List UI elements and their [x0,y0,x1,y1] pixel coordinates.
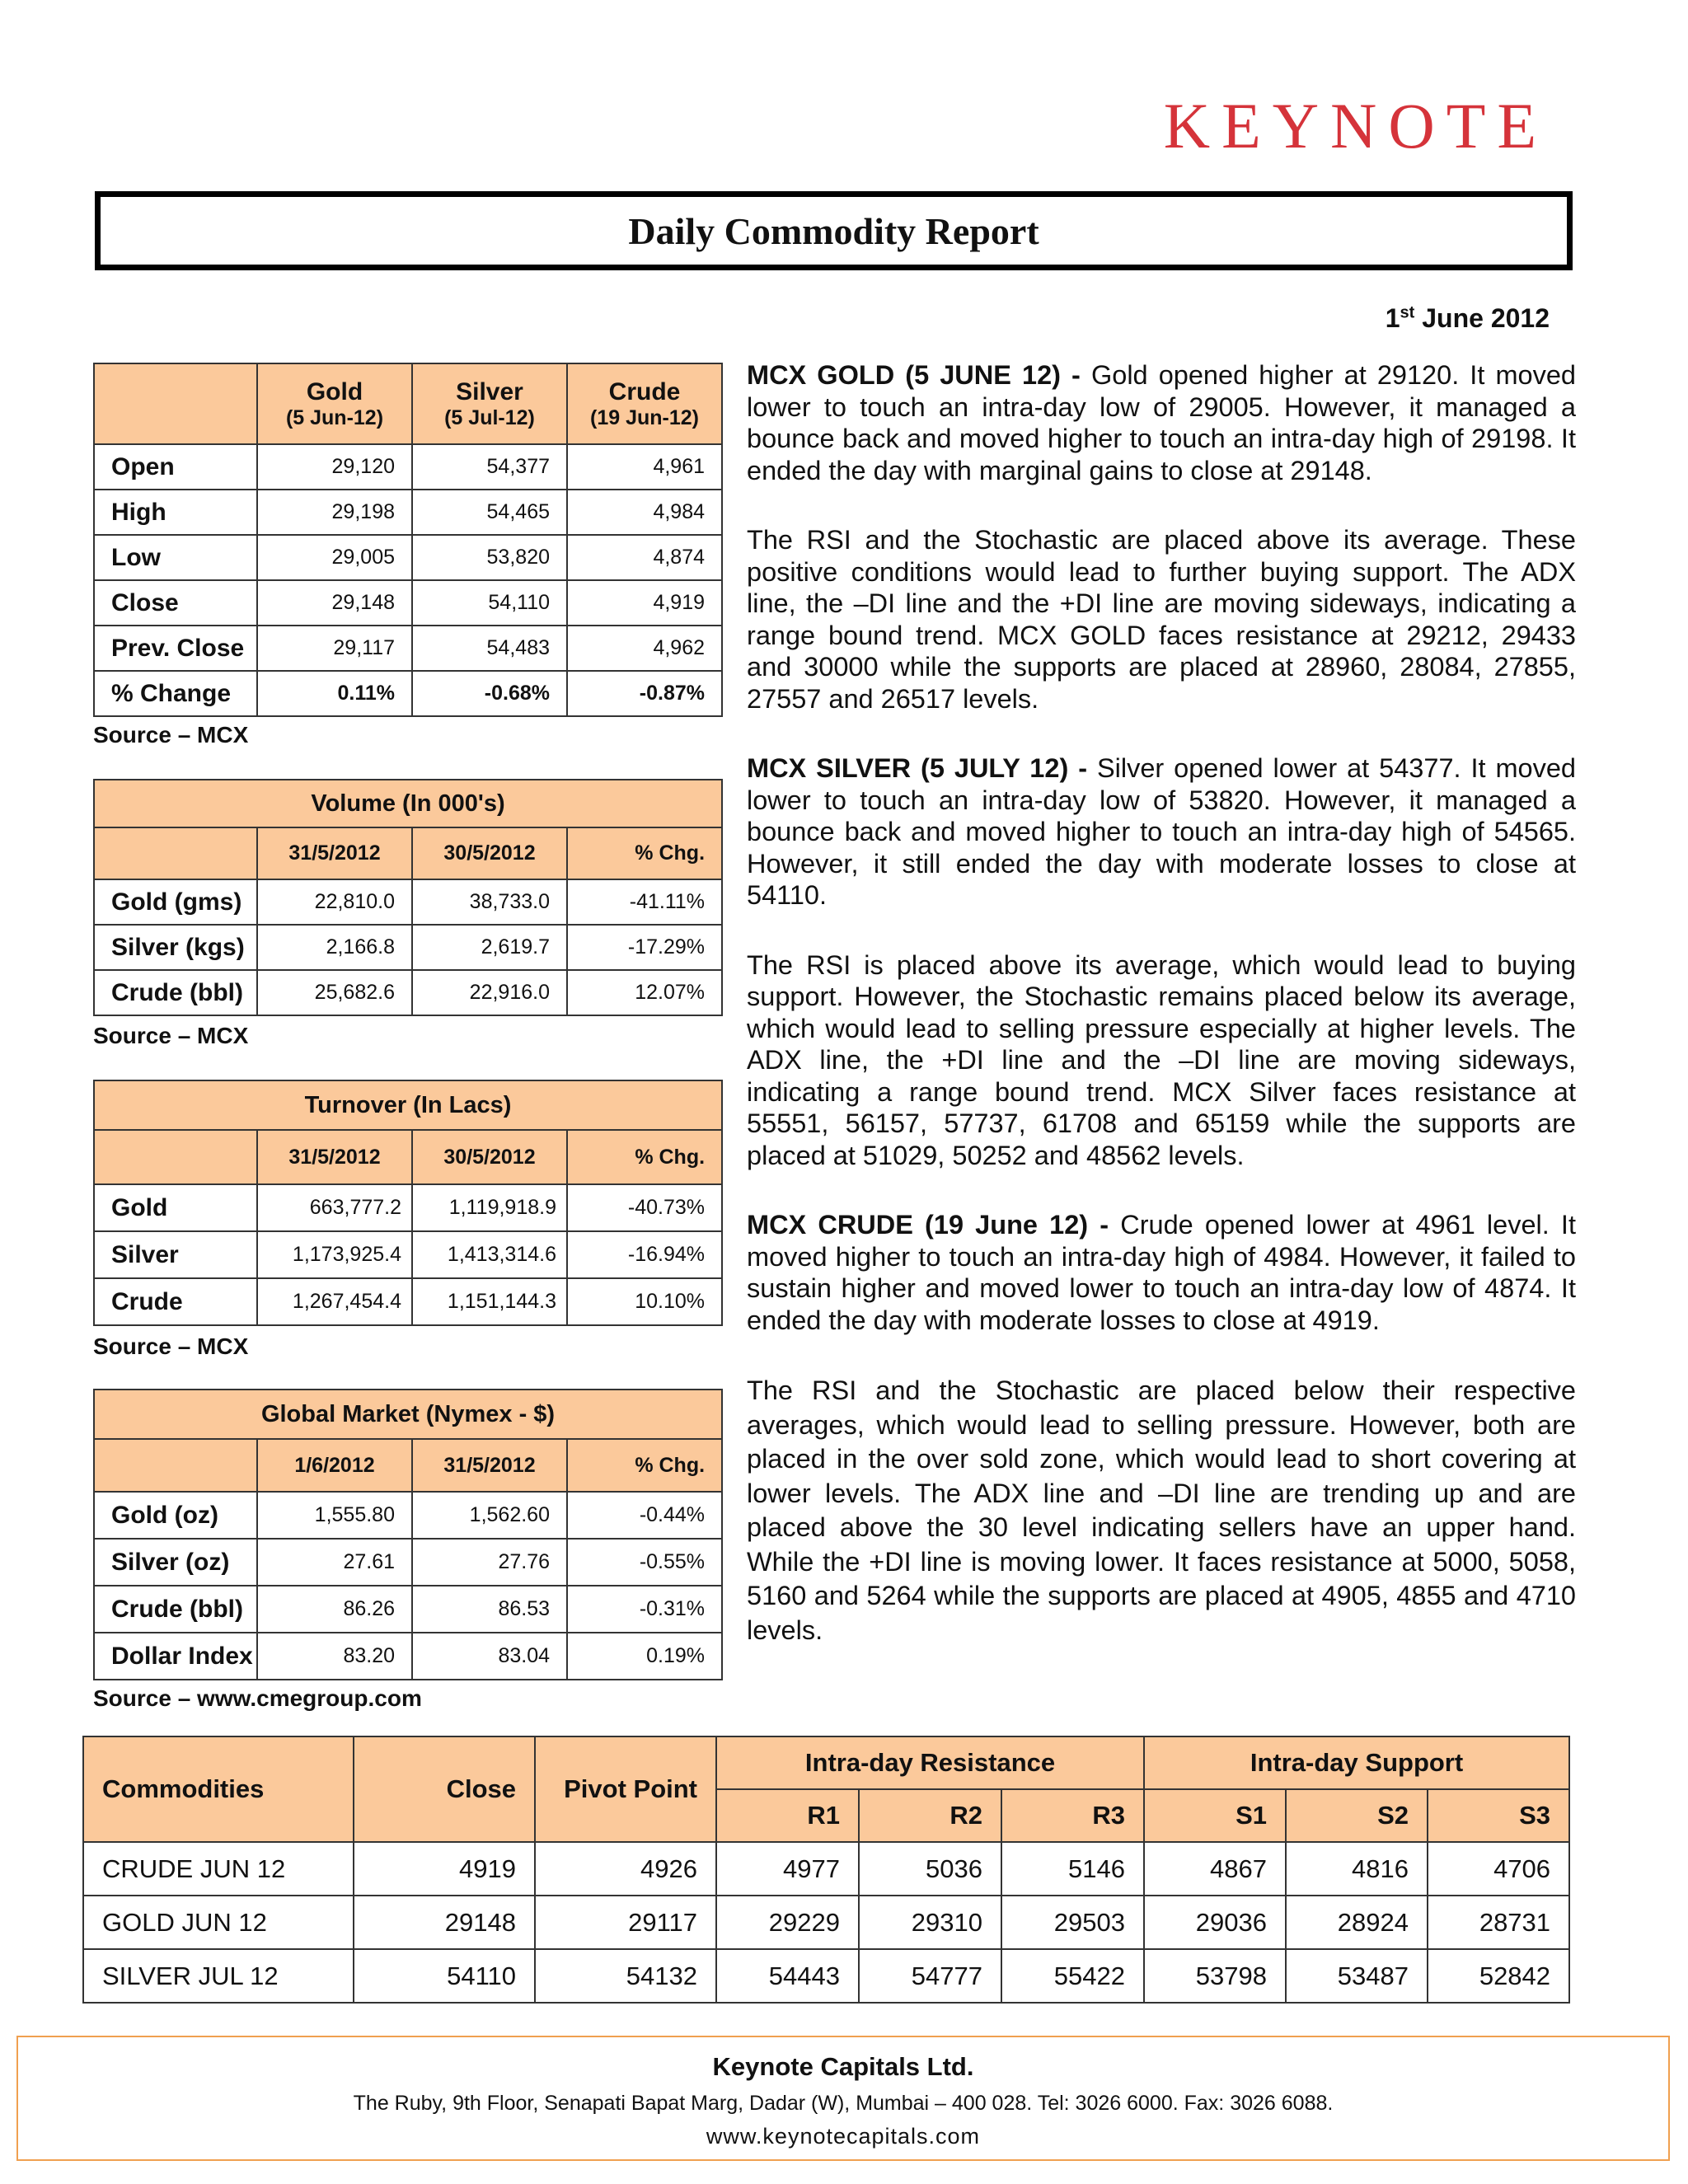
cell: 54,483 [412,626,567,671]
cell: 4977 [716,1842,859,1896]
cell: 29,120 [257,444,412,490]
cell: 83.04 [412,1633,567,1680]
table-row [94,970,722,1015]
report-date [1386,303,1550,334]
global-market-table [93,1389,723,1680]
crude-commentary-2: The RSI and the Stochastic are placed below their respective averages, which would lead to selling pressure. However, both are placed in the over sold zone, which would lead to short covering at lower levels. The ADX line and –DI line are trending up and are placed above the 30 level indicating sellers have an upper hand. While the +DI line is moving lower. It faces resistance at 5000, 5058, 5160 and 5264 while the supports are placed at 4905, 4855 and 4710 levels. [747,1376,1576,1645]
price-header-silver: Silver (5 Jul-12) [412,363,567,444]
gold-heading: MCX GOLD (5 JUNE 12) - [747,360,1091,390]
cell: 53798 [1144,1949,1286,2003]
pivot-table [82,1736,1570,2004]
cell: 4867 [1144,1842,1286,1896]
turnover-table [93,1080,723,1326]
crude-commentary-1 [747,1209,1576,1336]
row-label: Gold (gms) [94,879,257,925]
date-day: 1 [1385,303,1400,333]
col-header: 31/5/2012 [257,1130,412,1184]
turnover-table-title: Turnover (In Lacs) [94,1080,722,1130]
row-label: Crude (bbl) [94,1586,257,1633]
header-pivot-point: Pivot Point [535,1736,716,1842]
cell: 53487 [1286,1949,1428,2003]
header-s3: S3 [1428,1789,1569,1842]
table-row [94,1492,722,1539]
header-r1: R1 [716,1789,859,1842]
cell: 4,961 [567,444,722,490]
commodity-name: GOLD JUN 12 [83,1896,354,1949]
table-row [94,1231,722,1278]
cell: 29229 [716,1896,859,1949]
cell: 29,148 [257,580,412,626]
date-month-year: June 2012 [1414,303,1550,333]
col-header: % Chg. [567,827,722,879]
turnover-source: Source – MCX [93,1333,249,1359]
price-header-gold: Gold (5 Jun-12) [257,363,412,444]
cell: 1,151,144.3 [412,1278,567,1325]
cell: -16.94% [567,1231,722,1278]
row-label: Gold (oz) [94,1492,257,1539]
cell: 54443 [716,1949,859,2003]
global-table-title: Global Market (Nymex - $) [94,1390,722,1439]
silver-commentary-2: The RSI is placed above its average, which would lead to buying support. However, the Stochastic remains placed below its average, which would lead to selling pressure especially at higher levels. The ADX line, the +DI line and the –DI line are moving sideways, indicating a range bound trend. MCX Silver faces resistance at 55551, 56157, 57737, 61708 and 65159 while the supports are placed at 51029, 50252 and 48562 levels. [747,949,1576,1170]
commodity-name: SILVER JUL 12 [83,1949,354,2003]
row-label-close: Close [94,580,257,626]
cell: 27.61 [257,1539,412,1586]
cell: 27.76 [412,1539,567,1586]
cell: 2,619.7 [412,925,567,970]
cell: 4926 [535,1842,716,1896]
cell: 10.10% [567,1278,722,1325]
header-r3: R3 [1001,1789,1144,1842]
cell: 55422 [1001,1949,1144,2003]
table-row [94,1586,722,1633]
col-header: 30/5/2012 [412,1130,567,1184]
row-label: Crude (bbl) [94,970,257,1015]
cell: 0.19% [567,1633,722,1680]
col-header: % Chg. [567,1130,722,1184]
header-commodities: Commodities [83,1736,354,1842]
price-table [93,363,723,717]
cell: 4919 [354,1842,535,1896]
cell: -40.73% [567,1184,722,1231]
silver-text-1: Silver opened lower at 54377. It moved lower to touch an intra-day low of 53820. However, it managed a bounce back and moved higher to touch an intra-day high of 54565. However, it still ended the day with moderate losses to close at 54110. [747,753,1576,910]
cell: 83.20 [257,1633,412,1680]
cell: 4,919 [567,580,722,626]
cell: 2,166.8 [257,925,412,970]
silver-heading: MCX SILVER (5 JULY 12) - [747,753,1097,783]
row-label: Crude [94,1278,257,1325]
cell: 4816 [1286,1842,1428,1896]
row-label-pct-change: % Change [94,671,257,716]
report-title-box [95,191,1573,270]
row-label: Silver (kgs) [94,925,257,970]
table-row [94,444,722,490]
cell: 54777 [859,1949,1001,2003]
row-label: Gold [94,1184,257,1231]
table-row [83,1896,1569,1949]
report-title: Daily Commodity Report [628,209,1039,252]
cell: 86.26 [257,1586,412,1633]
cell: 29,117 [257,626,412,671]
cell: 53,820 [412,535,567,580]
col-header: 31/5/2012 [412,1439,567,1492]
cell: 29,198 [257,490,412,535]
table-row [94,1184,722,1231]
cell: 4,962 [567,626,722,671]
footer [16,2036,1670,2161]
cell: 0.11% [257,671,412,716]
cell: 4,984 [567,490,722,535]
gold-text-1: Gold opened higher at 29120. It moved lower to touch an intra-day low of 29005. However, it managed a bounce back and moved higher to touch an intra-day high of 29198. It ended the day with marginal gains to close at 29148. [747,360,1576,485]
cell: -41.11% [567,879,722,925]
cell: 4706 [1428,1842,1569,1896]
cell: 29,005 [257,535,412,580]
commodity-name: CRUDE JUN 12 [83,1842,354,1896]
cell: 29148 [354,1896,535,1949]
footer-company: Keynote Capitals Ltd. [712,2052,974,2081]
table-row [94,535,722,580]
cell: 29503 [1001,1896,1144,1949]
cell: 28924 [1286,1896,1428,1949]
header-s2: S2 [1286,1789,1428,1842]
cell: 52842 [1428,1949,1569,2003]
cell: 1,562.60 [412,1492,567,1539]
table-row [94,626,722,671]
cell: 4,874 [567,535,722,580]
row-label: Silver (oz) [94,1539,257,1586]
volume-table-title: Volume (In 000's) [94,780,722,827]
gold-commentary-1 [747,359,1576,486]
cell: 28731 [1428,1896,1569,1949]
cell: 38,733.0 [412,879,567,925]
table-row [83,1842,1569,1896]
cell: 663,777.2 [257,1184,412,1231]
row-label-low: Low [94,535,257,580]
footer-address: The Ruby, 9th Floor, Senapati Bapat Marg, Dadar (W), Mumbai – 400 028. Tel: 3026 6000. Fax: 3026 6088. [353,2092,1334,2115]
global-table-corner [94,1439,257,1492]
cell: 1,173,925.4 [257,1231,412,1278]
table-row [94,1539,722,1586]
col-header: % Chg. [567,1439,722,1492]
crude-heading: MCX CRUDE (19 June 12) - [747,1210,1121,1240]
header-s1: S1 [1144,1789,1286,1842]
cell: -0.55% [567,1539,722,1586]
row-label: Dollar Index [94,1633,257,1680]
table-row [94,879,722,925]
table-row [94,1278,722,1325]
table-row [83,1949,1569,2003]
cell: 54110 [354,1949,535,2003]
price-source: Source – MCX [93,722,249,748]
price-table-corner [94,363,257,444]
header-support: Intra-day Support [1144,1736,1569,1789]
keynote-logo: KEYNOTE [1163,90,1548,162]
cell: 12.07% [567,970,722,1015]
cell: 54,465 [412,490,567,535]
date-suffix: st [1400,303,1415,322]
silver-commentary-1 [747,752,1576,912]
cell: 1,413,314.6 [412,1231,567,1278]
crude-text-1: Crude opened lower at 4961 level. It moved higher to touch an intra-day high of 4984. However, it failed to sustain higher and moved lower to touch an intra-day low of 4874. It ended the day with moderate losses to close at 4919. [747,1210,1576,1335]
row-label-prev-close: Prev. Close [94,626,257,671]
gold-commentary-2: The RSI and the Stochastic are placed above its average. These positive conditions would lead to further buying support. The ADX line, the –DI line and the +DI line are moving sideways, indicating a range bound trend. MCX GOLD faces resistance at 29212, 29433 and 30000 while the supports are placed at 28960, 28084, 27855, 27557 and 26517 levels. [747,525,1576,714]
col-header: 1/6/2012 [257,1439,412,1492]
header-r2: R2 [859,1789,1001,1842]
table-row [94,490,722,535]
header-resistance: Intra-day Resistance [716,1736,1144,1789]
commentary [747,359,1576,1685]
volume-table-corner [94,827,257,879]
cell: -0.44% [567,1492,722,1539]
cell: 29117 [535,1896,716,1949]
cell: 54132 [535,1949,716,2003]
table-row [94,1633,722,1680]
col-header: 31/5/2012 [257,827,412,879]
price-header-crude: Crude (19 Jun-12) [567,363,722,444]
volume-table [93,779,723,1016]
global-source: Source – www.cmegroup.com [93,1685,422,1711]
cell: 54,110 [412,580,567,626]
row-label-open: Open [94,444,257,490]
cell: -0.31% [567,1586,722,1633]
cell: 29310 [859,1896,1001,1949]
cell: 22,916.0 [412,970,567,1015]
row-label-high: High [94,490,257,535]
header-close: Close [354,1736,535,1842]
cell: -0.68% [412,671,567,716]
col-header: 30/5/2012 [412,827,567,879]
cell: 1,267,454.4 [257,1278,412,1325]
table-row [94,580,722,626]
turnover-table-corner [94,1130,257,1184]
cell: 1,555.80 [257,1492,412,1539]
cell: 22,810.0 [257,879,412,925]
cell: 1,119,918.9 [412,1184,567,1231]
cell: 54,377 [412,444,567,490]
cell: 5036 [859,1842,1001,1896]
table-row [94,671,722,716]
cell: 25,682.6 [257,970,412,1015]
footer-website[interactable]: www.keynotecapitals.com [706,2124,981,2149]
cell: 5146 [1001,1842,1144,1896]
cell: -0.87% [567,671,722,716]
table-row [94,925,722,970]
cell: 86.53 [412,1586,567,1633]
row-label: Silver [94,1231,257,1278]
cell: -17.29% [567,925,722,970]
cell: 29036 [1144,1896,1286,1949]
volume-source: Source – MCX [93,1023,249,1048]
